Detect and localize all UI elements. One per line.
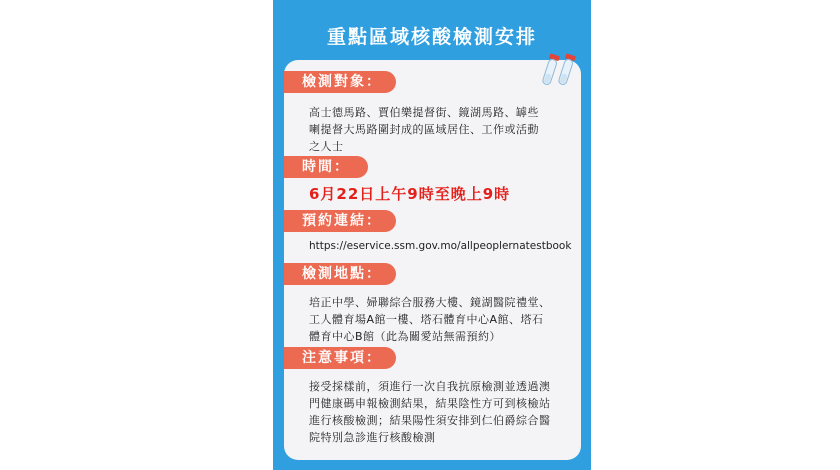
target-line: 高士德馬路、賈伯樂提督街、鏡湖馬路、罅些 — [309, 106, 539, 119]
section-text-location — [309, 294, 581, 345]
time-value: 6月22日上午9時至晚上9時 — [309, 185, 511, 203]
location-line: 培正中學、婦聯綜合服務大樓、鏡湖醫院禮堂、 — [309, 296, 551, 309]
section-text-target — [309, 104, 581, 155]
section-label-notes: 注意事項： — [284, 347, 396, 369]
booking-link[interactable]: https://eservice.ssm.gov.mo/allpeoplernatestbook — [309, 240, 572, 252]
poster — [273, 0, 591, 470]
test-tubes-icon — [538, 50, 578, 92]
location-line: 工人體育場A館一樓、塔石體育中心A館、塔石 — [309, 313, 544, 326]
notes-line: 院特別急診進行核酸檢測 — [309, 431, 436, 444]
section-label-link: 預約連結： — [284, 210, 396, 232]
notes-line: 接受採樣前，須進行一次自我抗原檢測並透過澳 — [309, 380, 551, 393]
target-line: 喇提督大馬路圍封成的區域居住、工作或活動 — [309, 123, 539, 136]
target-line: 之人士 — [309, 140, 344, 153]
section-label-target: 檢測對象： — [284, 71, 396, 93]
section-text-notes — [309, 378, 581, 446]
content-card — [284, 60, 581, 460]
location-line: 體育中心B館（此為關愛站無需預約） — [309, 330, 502, 343]
notes-line: 進行核酸檢測；結果陽性須安排到仁伯爵綜合醫 — [309, 414, 551, 427]
notes-line: 門健康碼申報檢測結果，結果陰性方可到核檢站 — [309, 397, 551, 410]
section-label-location: 檢測地點： — [284, 263, 396, 285]
section-label-time: 時間： — [284, 156, 368, 178]
poster-title: 重點區域核酸檢測安排 — [326, 26, 537, 48]
